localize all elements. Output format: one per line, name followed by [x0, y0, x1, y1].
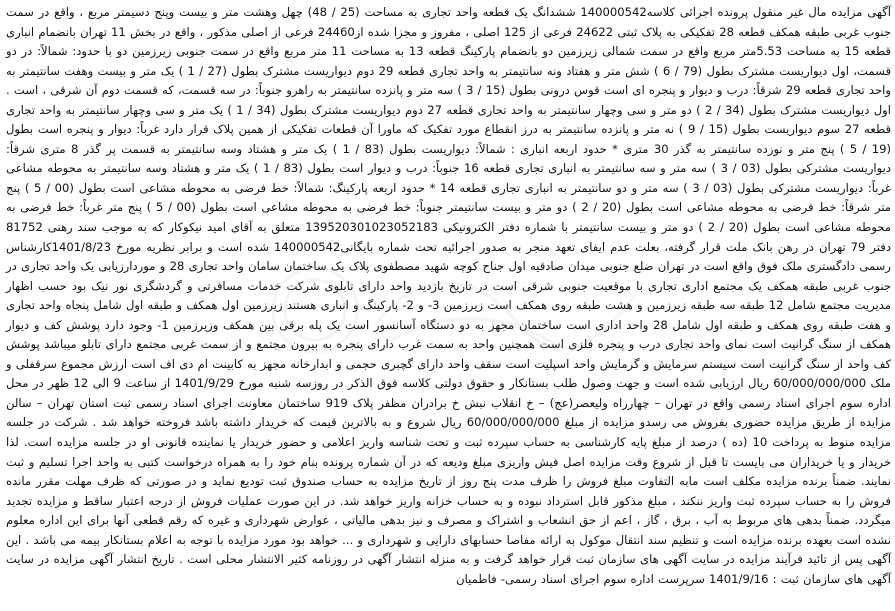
auction-notice-text: آگهی مزایده مال غیر منقول پرونده اجرائی کلاسه140000542 ششدانگ یک قطعه واحد تجاری به مساحت (25 / 48) چهل وهشت متر و بیست وپنج دسیمتر مربع ، واقع در سمت جنوب غربی طبقه همکف قطعه 28 تفکیکی به پلاک ثبتی 24622 فرعی از 125 اصلی ، مفروز و مجزا شده از24460 فرعی از اصلی مذکور ، واقع در بخش 11 تهران بانضمام انباری قطعه 15 به مساحت 5.53متر مربع واقع در سمت شمالی زیرزمین دو بانضمام پارکینگ قطعه 13 به مساحت 11 متر مربع واقع در سمت جنوبی زیرزمین دو با حدود: شمالاً: در دو قسمت، اول دیواریست مشترک بطول (79 / 6 ) شش متر و هفتاد ونه سانتیمتر به واحد تجاری قطعه 29 دوم دیواریست مشترک بطول (27 / 1 ) یک متر و بیست وهفت سانتیمتر به واحد تجاری قطعه 29 شرقاً: درب و دیوار و پنجره ای است قوس درونی بطول (15 / 3 ) سه متر و پانزده سانتیمتر به راهرو جنوباً: در سه قسمت، که قسمت دوم آن شرقی ، است . اول دیواریست مشترک بطول (34 / 2 ) دو متر و سی وچهار سانتیمتر به واحد تجاری قطعه 27 دوم دیواریست مشترک بطول (34 / 1 ) یک متر و سی وچهار سانتیمتر به واحد تجاری قطعه 27 سوم دیواریست بطول (15 / 9 ) نه متر و پانزده سانتیمتر به درز انقطاع مورد تفکیک که ماورا آن قطعات تفکیکی از همین پلاک قرار دارد غرباً: دیوار و پنجره است بطول (19 / 5 ) پنج متر و نوزده سانتیمتر به گذر 30 متری * حدود اربعه انباری : شمالاً: دیواریست بطول (83 / 1 ) یک متر و هشتاد وسه سانتیمتر به قسمت پر گذر 8 متری شرقاً: دیواریست مشترکی بطول (03 / 3 ) سه متر و سه سانتیمتر به انباری تجاری قطعه 16 جنوباً: درب و دیوار است بطول (83 / 1 ) یک متر و هشتاد وسه سانتیمتر به محوطه مشاعی غرباً: دیواریست مشترکی بطول (03 / 3 ) سه متر و دو سانتیمتر به انباری تجاری قطعه 14 * حدود اربعه پارکینگ: شمالاً: خط فرضی به محوطه مشاعی است بطول (00 / 5 ) پنج متر شرقاً: خط فرضی به محوطه مشاعی است بطول (20 / 2 ) دو متر و بیست سانتیمتر جنوباً: خط فرضی به محوطه مشاعی است بطول (00 / 5 ) پنج متر غرباً: خط فرضی به محوطه مشاعی است بطول (20 / 2 ) دو متر و بیست سانتیمتر با شماره دفتر الکترونیکی 139520301023052183 متعلق به آقای امید نیکوکار که به موجب سند رهنی 81752 دفتر 79 تهران در رهن بانک ملت قرار گرفته، بعلت عدم ایفای تعهد منجر به صدور اجرائیه تحت شماره بایگانی140000542 شده است و برابر نظریه مورخ 1401/8/23کارشناس رسمی دادگستری ملک فوق واقع است در تهران ضلع جنوبی میدان صادقیه اول جناح کوچه شهید مصطفوی پلاک یک ساختمان سامان واحد تجاری 28 و موردارزیابی یک واحد تجاری در جنوب غربی طبقه همکف یک مجتمع اداری تجاری با موقعیت جنوبی شرقی است در تاریخ بازدید واحد دارای تابلوی شرکت خدمات مسافرتی و گردشگری نور نیک بود حسب اظهار مدیریت مجتمع شامل 12 طبقه سه طبقه زیرزمین و هشت طبقه روی همکف است زیرزمین 3- و 2- پارکینگ و انباری هستند زیرزمین اول همکف و طبقه اول شامل پنجاه واحد تجاری و هفت طبقه روی همکف و طبقه اول شامل 28 واحد اداری است ساختمان مجهز به دو دستگاه آسانسور است یک پله برقی بین همکف وزیرزمین 1- وجود دارد پوشش کف و دیوار همکف از سنگ گرانیت است نمای واحد تجاری درب و پنجره فلزی است همچنین واحد به سمت غرب دارای پنجره به بیرون مجتمع و از سمت غربی مجتمع دارای تابلو میباشد پوشش کف واحد از سنگ گرانیت است سیستم سرمایش و گرمایش واحد اسپلیت است سقف واحد دارای گچبری حجمی و ابدارخانه مجهز به کابینت ام دی اف است ارزش مجموع سرقفلی و ملک 60/000/000/000 ریال ارزیابی شده است و جهت وصول طلب بستانکار و حقوق دولتی کلاسه فوق الذکر در روزسه شنبه مورخ 1401/9/29 از ساعت 9 الی 12 ظهر در محل اداره سوم اجرای اسناد رسمی واقع در تهران – چهارراه ولیعصر(عج) – خ انقلاب نبش خ برادران مظفر پلاک 919 ساختمان معاونت اجرای اسناد رسمی ثبت استان تهران – سالن مزایده از طریق مزایده حضوری بفروش می رسدو مزایده از مبلغ 60/000/000/000 ریال شروع و به بالاترین قیمت که خریدار داشته باشد فروخته خواهد شد . شرکت در جلسه مزایده منوط به پرداخت 10 (ده ) درصد از مبلغ پایه کارشناسی به حساب سپرده ثبت و تحت شناسه واریز اعلامی و حضور خریدار یا نماینده قانونی او در جلسه مزایده است. لذا خریدار و یا خریداران می بایست تا قبل از شروع وقت مزایده اصل فیش واریزی مبلغ ودیعه که در آن شماره پرونده بنام خود را به همراه درخواست کتبی به واحد اجرا تسلیم و ثبت نمایند. ضمناً برنده مزایده مکلف است مابه التفاوت مبلغ فروش را ظرف مدت پنج روز از تاریخ مزایده به حساب صندوق ثبت تودیع نماید و در صورتی که ظرف مهلت مقرر مانده فروش را به حساب سپرده ثبت واریز ننکند ، مبلغ مذکور قابل استرداد نبوده و به حساب خزانه واریز خواهد شد. در این صورت عملیات فروش از درجه اعتبار ساقط و مزایده تجدید میگردد. ضمناً بدهی های مربوط به آب ، برق ، گاز ، اعم از حق انشعاب و اشتراک و مصرف و نیز بدهی مالیاتی ، عوارض شهرداری و غیره که رقم قطعی آنها برای این اداره معلوم نشده است بعهده برنده مزایده است و تنظیم سند انتقال موکول به ارائه مفاصا حسابهای دارایی و شهرداری و ... خواهد بود مورد مزایده با توجه به اعلام بستانکار بیمه می باشد . این آگهی پس از تائید فرآیند مزایده در سایت آگهی های سازمان ثبت قرار خواهد گرفت و به منزله انتشار آگهی در روزنامه کثیر الانتشار محلی است . تاریخ انتشار آگهی مزایده در سایت آگهی های سازمان ثبت : 1401/9/16 سرپرست اداره سوم اجرای اسناد رسمی- فاطمیان — [5, 5, 892, 586]
